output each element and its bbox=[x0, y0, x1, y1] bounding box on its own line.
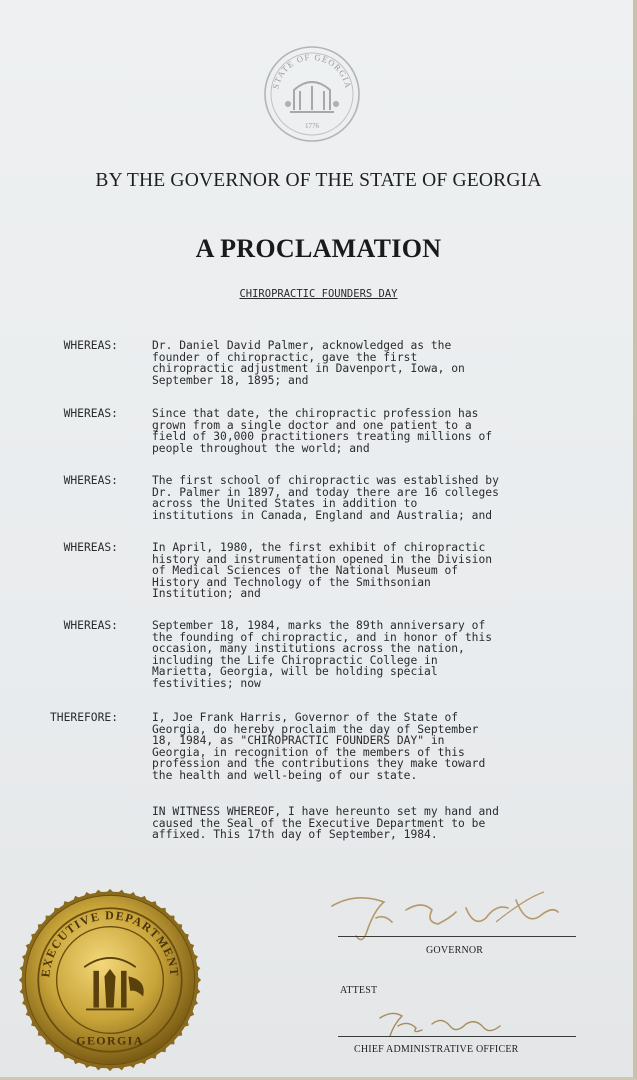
governor-title: GOVERNOR bbox=[426, 945, 484, 956]
clause-text: September 18, 1984, marks the 89th anniversary of the founding of chiropractic, and in honor of this occasion, many institutions across the nation, including the Life Chiropractic College in Marietta, Georgia, will be holding special festivities; now bbox=[152, 619, 493, 690]
officer-title: CHIEF ADMINISTRATIVE OFFICER bbox=[354, 1044, 519, 1055]
gold-seal-top-text: EXECUTIVE DEPARTMENT bbox=[38, 908, 182, 978]
state-seal-emblem bbox=[262, 44, 362, 144]
clause-label: WHEREAS: bbox=[63, 474, 118, 487]
governor-signature-line bbox=[338, 936, 576, 937]
seal-top-text: STATE OF GEORGIA bbox=[270, 51, 354, 90]
document-heading: BY THE GOVERNOR OF THE STATE OF GEORGIA bbox=[95, 170, 542, 191]
clause-text: IN WITNESS WHEREOF, I have hereunto set my hand and caused the Seal of the Executive Department to be affixed. This 17th day of September, 1984. bbox=[152, 805, 499, 842]
gold-seal-bottom-text: GEORGIA bbox=[76, 1033, 144, 1048]
clause-text: The first school of chiropractic was established by Dr. Palmer in 1897, and today there are 16 colleges across the United States in addition to institutions in Canada, England and Australia; and bbox=[152, 474, 499, 522]
seal-year: 1776 bbox=[305, 122, 319, 130]
clause-label: WHEREAS: bbox=[63, 339, 118, 352]
officer-signature-line bbox=[338, 1036, 576, 1037]
clause-label: WHEREAS: bbox=[63, 407, 118, 420]
clause-text: Dr. Daniel David Palmer, acknowledged as the founder of chiropractic, gave the first chiropractic adjustment in Davenport, Iowa, on September 18, 1895; and bbox=[152, 339, 465, 387]
clause-label: WHEREAS: bbox=[63, 619, 118, 632]
clause-label: WHEREAS: bbox=[63, 541, 118, 554]
clause-text: Since that date, the chiropractic profession has grown from a single doctor and one patient to a field of 30,000 practitioners treating millions of people throughout the world; and bbox=[152, 407, 493, 455]
attest-label: ATTEST bbox=[340, 985, 378, 996]
clause-label: THEREFORE: bbox=[49, 711, 118, 724]
clause-text: In April, 1980, the first exhibit of chiropractic history and instrumentation opened in the Division of Medical Sciences of the National Museum of History and Technology of the Smithsonian Institution; and bbox=[152, 541, 493, 601]
clause-text: I, Joe Frank Harris, Governor of the State of Georgia, do hereby proclaim the day of September 18, 1984, as "CHIROPRACTIC FOUNDERS DAY" in Georgia, in recognition of the members of this profession and the contributions they make toward the health and well-being of our state. bbox=[152, 711, 486, 782]
governor-signature bbox=[326, 888, 566, 946]
gold-executive-seal bbox=[18, 888, 202, 1072]
document-subtitle: CHIROPRACTIC FOUNDERS DAY bbox=[239, 288, 398, 300]
document-title: A PROCLAMATION bbox=[195, 234, 442, 263]
